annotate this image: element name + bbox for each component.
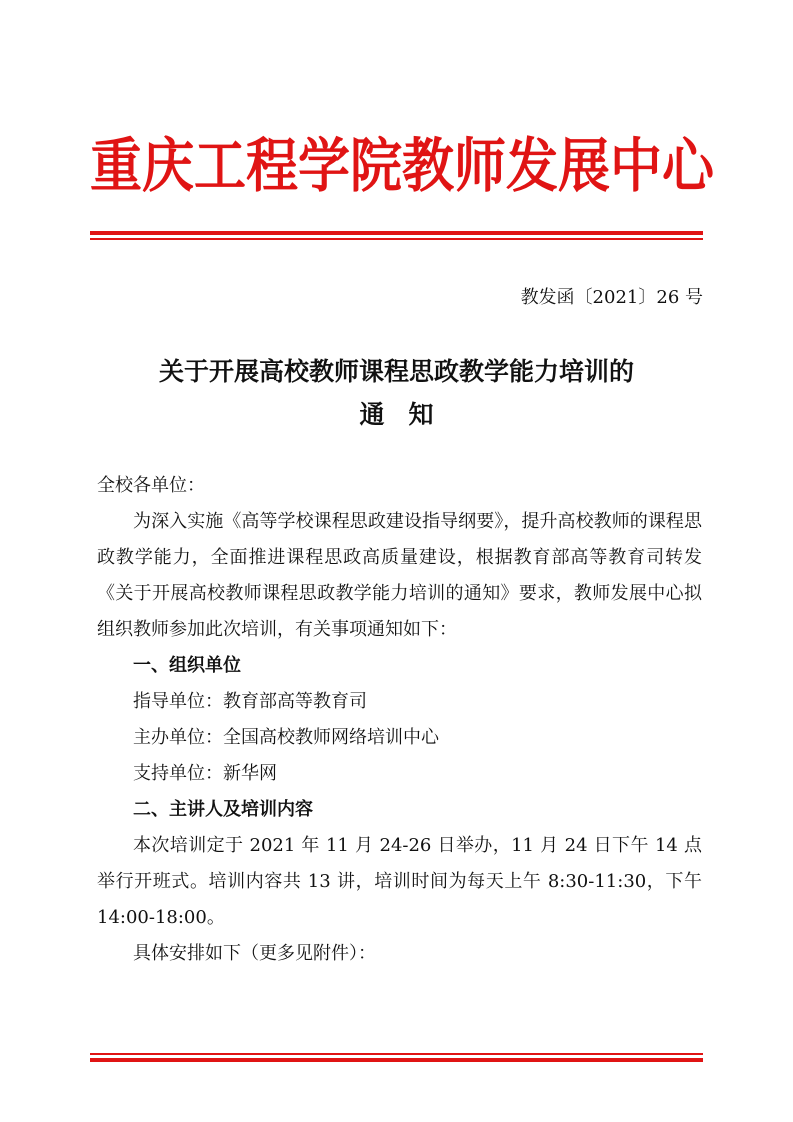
masthead-divider-thick [90, 231, 703, 235]
schedule-note: 具体安排如下（更多见附件）： [133, 943, 376, 964]
training-schedule-paragraph: 本次培训定于 2021 年 11 月 24-26 日举办，11 月 24 日下午 14 点举行开班式。培训内容共 13 讲，培训时间为每天上午 8:30-11:30，下午 14:00-18:00。 [97, 835, 702, 928]
document-number: 教发函〔2021〕26 号 [520, 287, 703, 308]
org-item-support: 支持单位：新华网 [133, 763, 277, 784]
footer-divider-thin [90, 1053, 703, 1055]
section-2-heading: 二、主讲人及培训内容 [133, 799, 313, 820]
intro-paragraph: 为深入实施《高等学校课程思政建设指导纲要》，提升高校教师的课程思政教学能力，全面推进课程思政高质量建设，根据教育部高等教育司转发《关于开展高校教师课程思政教学能力培训的通知》要求，教师发展中心拟组织教师参加此次培训，有关事项通知如下： [97, 511, 702, 640]
masthead-divider-thin [90, 238, 703, 240]
notice-title-line-1: 关于开展高校教师课程思政教学能力培训的 [158, 357, 634, 386]
org-masthead-title: 重庆工程学院教师发展中心 [90, 132, 715, 201]
notice-title [90, 350, 703, 436]
org-item-guide: 指导单位：教育部高等教育司 [133, 691, 367, 712]
section-1-heading: 一、组织单位 [133, 655, 241, 676]
salutation: 全校各单位： [97, 475, 205, 496]
notice-body [97, 468, 702, 972]
footer-divider-thick [90, 1058, 703, 1062]
notice-title-line-2: 通知 [359, 400, 458, 429]
org-item-host: 主办单位：全国高校教师网络培训中心 [133, 727, 439, 748]
